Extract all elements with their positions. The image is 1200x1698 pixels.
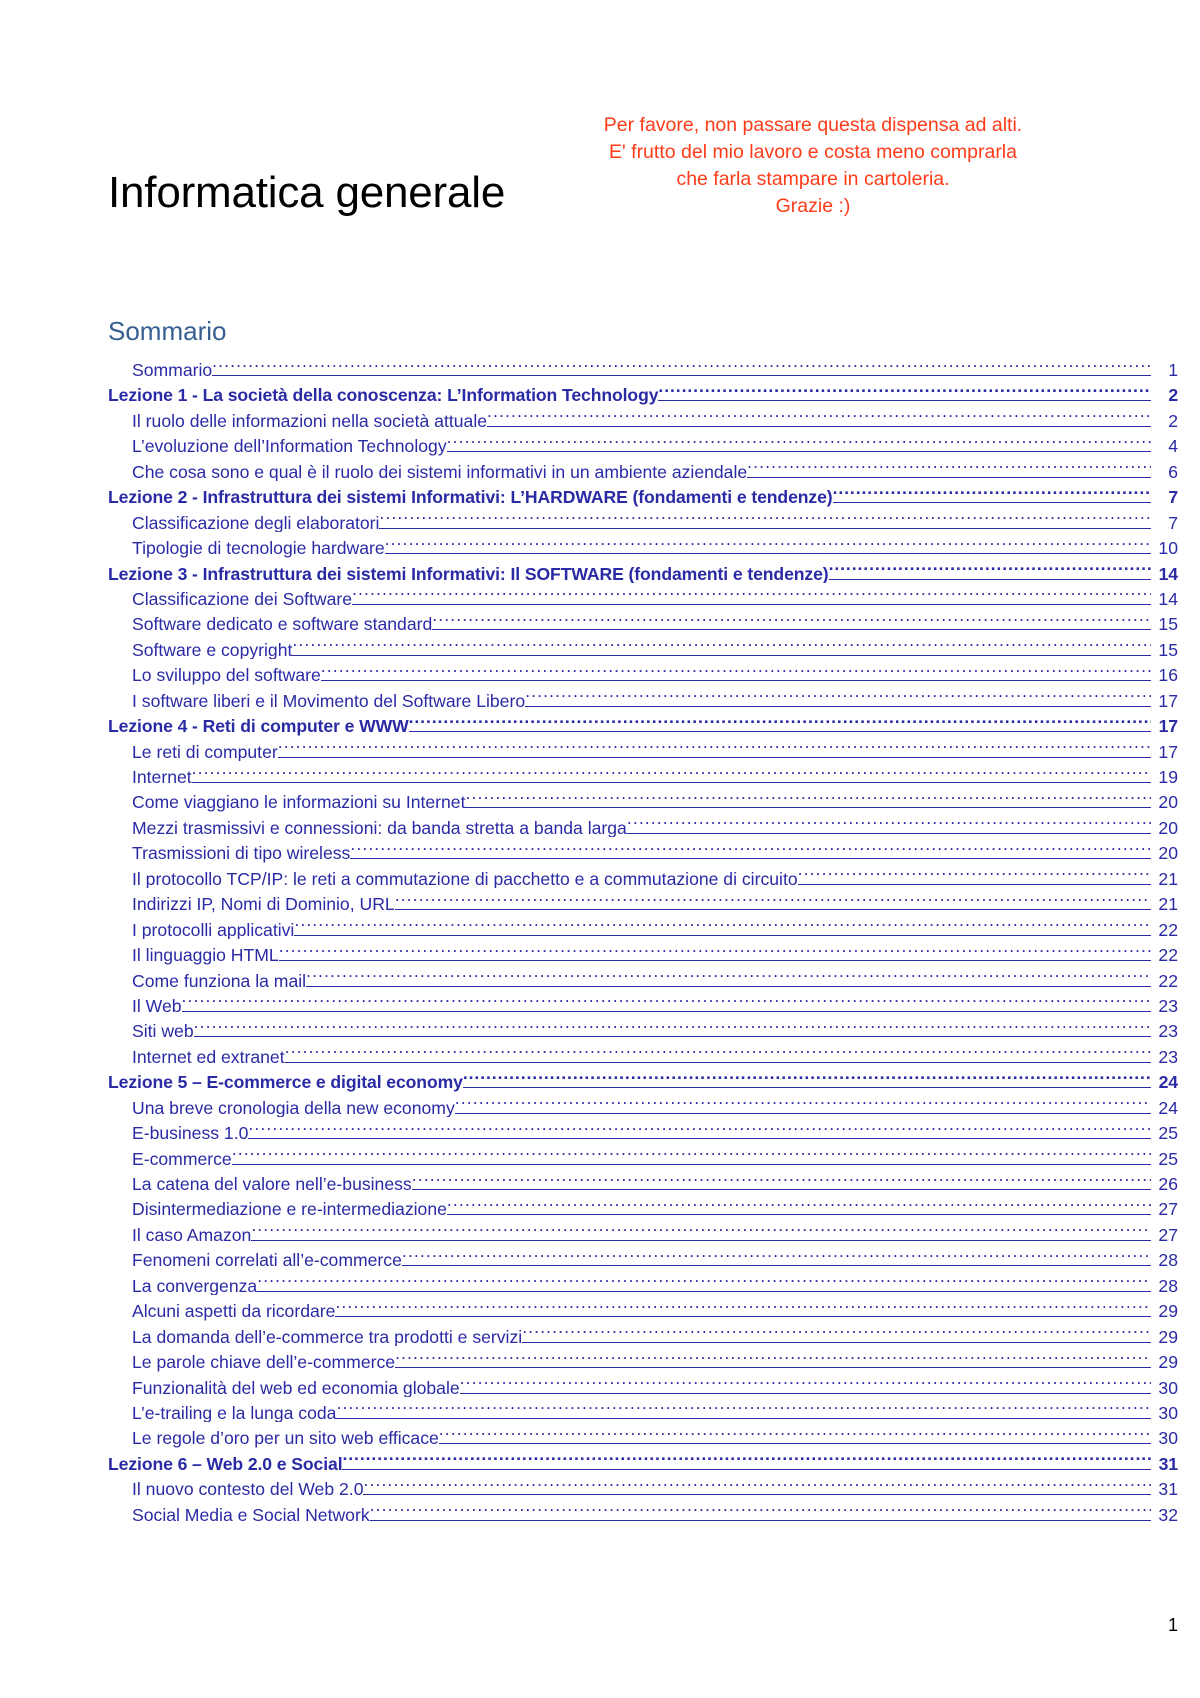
toc-entry-page: 22 <box>1151 943 1178 964</box>
toc-entry-page: 23 <box>1151 994 1178 1015</box>
toc-entry-page: 7 <box>1151 485 1178 506</box>
toc-list <box>108 354 1178 1524</box>
toc-entry[interactable] <box>132 456 1178 481</box>
toc-entry[interactable] <box>132 812 1178 837</box>
toc-entry-page: 7 <box>1151 511 1178 532</box>
toc-entry-page: 22 <box>1151 969 1178 990</box>
toc-entry-label: Social Media e Social Network <box>132 1503 370 1524</box>
toc-entry-label: Le reti di computer <box>132 740 278 761</box>
toc-entry[interactable] <box>132 1219 1178 1244</box>
toc-leader-dots <box>798 863 1151 885</box>
toc-entry[interactable] <box>132 965 1178 990</box>
toc-entry[interactable] <box>132 608 1178 633</box>
toc-entry[interactable] <box>108 1066 1178 1091</box>
toc-leader-dots <box>627 812 1151 834</box>
toc-leader-dots <box>363 1473 1151 1495</box>
toc-leader-dots <box>292 634 1151 656</box>
toc-leader-dots <box>412 1168 1151 1190</box>
toc-entry[interactable] <box>132 1015 1178 1040</box>
toc-entry[interactable] <box>132 634 1178 659</box>
toc-entry[interactable] <box>132 1499 1178 1524</box>
toc-leader-dots <box>251 1219 1151 1241</box>
toc-entry-label: L’e-trailing e la lunga coda <box>132 1401 336 1422</box>
toc-leader-dots <box>395 888 1151 910</box>
toc-entry-label: Come viaggiano le informazioni su Internet <box>132 790 465 811</box>
toc-entry[interactable] <box>132 1295 1178 1320</box>
toc-entry-page: 30 <box>1151 1376 1178 1397</box>
toc-entry-label: Disintermediazione e re-intermediazione <box>132 1197 447 1218</box>
toc-entry[interactable] <box>132 863 1178 888</box>
toc-entry-label: Lezione 5 – E-commerce e digital economy <box>108 1070 463 1091</box>
toc-entry-page: 23 <box>1151 1019 1178 1040</box>
toc-entry-page: 14 <box>1151 587 1178 608</box>
toc-entry-page: 21 <box>1151 867 1178 888</box>
toc-entry-label: Software dedicato e software standard <box>132 612 432 633</box>
toc-entry[interactable] <box>132 532 1178 557</box>
toc-entry[interactable] <box>132 507 1178 532</box>
toc-entry[interactable] <box>132 1193 1178 1218</box>
toc-entry[interactable] <box>132 1321 1178 1346</box>
toc-entry-page: 28 <box>1151 1248 1178 1269</box>
toc-leader-dots <box>395 1346 1151 1368</box>
toc-leader-dots <box>465 786 1151 808</box>
toc-entry[interactable] <box>132 939 1178 964</box>
toc-entry-label: Che cosa sono e qual è il ruolo dei sistemi informativi in un ambiente aziendale <box>132 460 747 481</box>
toc-entry[interactable] <box>132 786 1178 811</box>
toc-leader-dots <box>455 1092 1151 1114</box>
toc-entry-page: 20 <box>1151 816 1178 837</box>
toc-entry-label: La catena del valore nell’e-business <box>132 1172 412 1193</box>
toc-entry[interactable] <box>132 837 1178 862</box>
toc-entry-page: 4 <box>1151 434 1178 455</box>
toc-entry-label: E-business 1.0 <box>132 1121 248 1142</box>
notice-line-3: che farla stampare in cartoleria. <box>676 168 950 190</box>
toc-heading: Sommario <box>108 316 227 346</box>
toc-leader-dots <box>336 1397 1151 1419</box>
toc-entry-page: 20 <box>1151 790 1178 811</box>
toc-entry-page: 25 <box>1151 1147 1178 1168</box>
toc-entry-label: Alcuni aspetti da ricordare <box>132 1299 335 1320</box>
toc-leader-dots <box>447 430 1151 452</box>
toc-entry-label: Una breve cronologia della new economy <box>132 1096 455 1117</box>
toc-entry-page: 23 <box>1151 1045 1178 1066</box>
toc-entry-label: Lezione 6 – Web 2.0 e Social <box>108 1452 342 1473</box>
toc-entry-page: 15 <box>1151 612 1178 633</box>
toc-leader-dots <box>342 1448 1151 1470</box>
toc-entry-page: 2 <box>1151 383 1178 404</box>
toc-entry-page: 16 <box>1151 663 1178 684</box>
toc-leader-dots <box>833 481 1151 503</box>
footer-page-number: 1 <box>1167 1615 1178 1635</box>
toc-entry-label: Lezione 4 - Reti di computer e WWW <box>108 714 409 735</box>
toc-leader-dots <box>447 1193 1151 1215</box>
toc-entry-page: 24 <box>1151 1096 1178 1117</box>
toc-entry-label: Fenomeni correlati all’e-commerce <box>132 1248 402 1269</box>
toc-entry-label: L’evoluzione dell’Information Technology <box>132 434 447 455</box>
toc-entry[interactable] <box>132 583 1178 608</box>
toc-entry[interactable] <box>108 481 1178 506</box>
toc-leader-dots <box>460 1372 1151 1394</box>
toc-entry-label: Mezzi trasmissivi e connessioni: da banda stretta a banda larga <box>132 816 627 837</box>
toc-entry-page: 22 <box>1151 918 1178 939</box>
toc-leader-dots <box>194 1015 1151 1037</box>
toc-entry-label: Classificazione degli elaboratori <box>132 511 379 532</box>
toc-leader-dots <box>294 914 1151 936</box>
toc-entry[interactable] <box>132 761 1178 786</box>
toc-leader-dots <box>829 558 1151 580</box>
toc-leader-dots <box>321 659 1151 681</box>
toc-entry[interactable] <box>108 379 1178 404</box>
document-header <box>108 112 1178 262</box>
toc-entry-page: 27 <box>1151 1223 1178 1244</box>
toc-entry-page: 32 <box>1151 1503 1178 1524</box>
toc-leader-dots <box>306 965 1151 987</box>
toc-leader-dots <box>522 1321 1151 1343</box>
toc-entry-label: Lo sviluppo del software <box>132 663 321 684</box>
toc-entry-page: 30 <box>1151 1426 1178 1447</box>
page-title: Informatica generale <box>108 168 506 218</box>
toc-entry-label: Il nuovo contesto del Web 2.0 <box>132 1477 363 1498</box>
toc-entry[interactable] <box>132 659 1178 684</box>
toc-leader-dots <box>439 1422 1151 1444</box>
toc-entry-label: Il ruolo delle informazioni nella società attuale <box>132 409 487 430</box>
toc-leader-dots <box>232 1143 1151 1165</box>
toc-entry-label: Trasmissioni di tipo wireless <box>132 841 350 862</box>
toc-entry-label: Lezione 3 - Infrastruttura dei sistemi Informativi: Il SOFTWARE (fondamenti e tendenze) <box>108 562 829 583</box>
toc-entry-label: Il caso Amazon <box>132 1223 251 1244</box>
toc-entry[interactable] <box>108 558 1178 583</box>
toc-entry[interactable] <box>132 354 1178 379</box>
toc-entry[interactable] <box>132 1092 1178 1117</box>
toc-leader-dots <box>385 532 1151 554</box>
notice-line-4: Grazie :) <box>775 195 851 217</box>
toc-entry-page: 17 <box>1151 714 1178 735</box>
toc-entry[interactable] <box>132 1270 1178 1295</box>
toc-entry-page: 10 <box>1151 536 1178 557</box>
notice-line-1: Per favore, non passare questa dispensa ad alti. <box>603 114 1023 136</box>
page-content <box>108 0 1178 1524</box>
toc-entry-page: 6 <box>1151 460 1178 481</box>
toc-entry-label: Le regole d’oro per un sito web efficace <box>132 1426 439 1447</box>
toc-entry-label: Siti web <box>132 1019 194 1040</box>
toc-entry-page: 17 <box>1151 740 1178 761</box>
toc-entry[interactable] <box>132 1143 1178 1168</box>
toc-entry-label: Sommario <box>132 358 212 379</box>
toc-leader-dots <box>350 837 1151 859</box>
toc-entry-page: 30 <box>1151 1401 1178 1422</box>
toc-entry-page: 19 <box>1151 765 1178 786</box>
toc-leader-dots <box>747 456 1151 478</box>
toc-entry-page: 26 <box>1151 1172 1178 1193</box>
toc-entry-label: Come funziona la mail <box>132 969 306 990</box>
toc-leader-dots <box>463 1066 1151 1088</box>
toc-entry-label: Funzionalità del web ed economia globale <box>132 1376 460 1397</box>
toc-entry-page: 31 <box>1151 1452 1178 1473</box>
toc-entry-label: Internet ed extranet <box>132 1045 285 1066</box>
toc-entry[interactable] <box>108 1448 1178 1473</box>
toc-entry-page: 14 <box>1151 562 1178 583</box>
toc-entry[interactable] <box>132 1244 1178 1269</box>
toc-leader-dots <box>212 354 1151 376</box>
toc-entry[interactable] <box>132 1422 1178 1447</box>
copyright-notice <box>563 112 1063 220</box>
toc-entry[interactable] <box>132 685 1178 710</box>
toc-entry-page: 21 <box>1151 892 1178 913</box>
toc-entry-label: Il linguaggio HTML <box>132 943 279 964</box>
toc-leader-dots <box>352 583 1151 605</box>
toc-entry-page: 29 <box>1151 1350 1178 1371</box>
toc-leader-dots <box>279 939 1151 961</box>
toc-entry-page: 25 <box>1151 1121 1178 1142</box>
toc-entry[interactable] <box>132 1346 1178 1371</box>
toc-entry-label: La convergenza <box>132 1274 257 1295</box>
toc-entry-label: Il Web <box>132 994 182 1015</box>
toc-entry-label: Internet <box>132 765 192 786</box>
toc-leader-dots <box>248 1117 1151 1139</box>
toc-entry-page: 31 <box>1151 1477 1178 1498</box>
toc-leader-dots <box>257 1270 1151 1292</box>
toc-entry[interactable] <box>132 736 1178 761</box>
toc-entry-page: 2 <box>1151 409 1178 430</box>
toc-entry-page: 29 <box>1151 1299 1178 1320</box>
toc-leader-dots <box>278 736 1151 758</box>
toc-entry[interactable] <box>132 914 1178 939</box>
toc-entry-label: Il protocollo TCP/IP: le reti a commutazione di pacchetto e a commutazione di circuito <box>132 867 798 888</box>
toc-entry-label: Lezione 1 - La società della conoscenza: L’Information Technology <box>108 383 658 404</box>
toc-entry[interactable] <box>132 1041 1178 1066</box>
toc-entry[interactable] <box>132 1117 1178 1142</box>
toc-entry-label: Classificazione dei Software <box>132 587 352 608</box>
toc-leader-dots <box>409 710 1151 732</box>
toc-entry-label: I software liberi e il Movimento del Software Libero <box>132 689 525 710</box>
toc-entry[interactable] <box>132 888 1178 913</box>
toc-entry[interactable] <box>132 1372 1178 1397</box>
toc-entry-label: Le parole chiave dell’e-commerce <box>132 1350 395 1371</box>
toc-leader-dots <box>192 761 1151 783</box>
toc-entry-label: Indirizzi IP, Nomi di Dominio, URL <box>132 892 395 913</box>
toc-leader-dots <box>432 608 1151 630</box>
toc-entry-label: I protocolli applicativi <box>132 918 294 939</box>
toc-entry[interactable] <box>132 1397 1178 1422</box>
toc-entry-page: 28 <box>1151 1274 1178 1295</box>
toc-entry-label: Software e copyright <box>132 638 292 659</box>
toc-entry-page: 24 <box>1151 1070 1178 1091</box>
toc-entry[interactable] <box>132 1168 1178 1193</box>
toc-entry-label: Tipologie di tecnologie hardware <box>132 536 385 557</box>
toc-entry[interactable] <box>132 430 1178 455</box>
toc-leader-dots <box>487 405 1151 427</box>
toc-leader-dots <box>658 379 1151 401</box>
notice-line-2: E' frutto del mio lavoro e costa meno comprarla <box>609 141 1017 163</box>
toc-leader-dots <box>335 1295 1151 1317</box>
toc-entry-label: Lezione 2 - Infrastruttura dei sistemi Informativi: L’HARDWARE (fondamenti e tendenze) <box>108 485 833 506</box>
toc-entry[interactable] <box>132 405 1178 430</box>
toc-entry-label: E-commerce <box>132 1147 232 1168</box>
toc-entry[interactable] <box>132 1473 1178 1498</box>
toc-entry-page: 15 <box>1151 638 1178 659</box>
toc-leader-dots <box>525 685 1151 707</box>
toc-entry-label: La domanda dell’e-commerce tra prodotti e servizi <box>132 1325 522 1346</box>
toc-leader-dots <box>370 1499 1151 1521</box>
toc-entry-page: 20 <box>1151 841 1178 862</box>
toc-entry[interactable] <box>132 990 1178 1015</box>
toc-leader-dots <box>182 990 1151 1012</box>
toc-leader-dots <box>379 507 1151 529</box>
toc-leader-dots <box>285 1041 1151 1063</box>
toc-entry[interactable] <box>108 710 1178 735</box>
toc-entry-page: 1 <box>1151 358 1178 379</box>
toc-entry-page: 17 <box>1151 689 1178 710</box>
toc-entry-page: 29 <box>1151 1325 1178 1346</box>
toc-entry-page: 27 <box>1151 1197 1178 1218</box>
toc-leader-dots <box>402 1244 1151 1266</box>
